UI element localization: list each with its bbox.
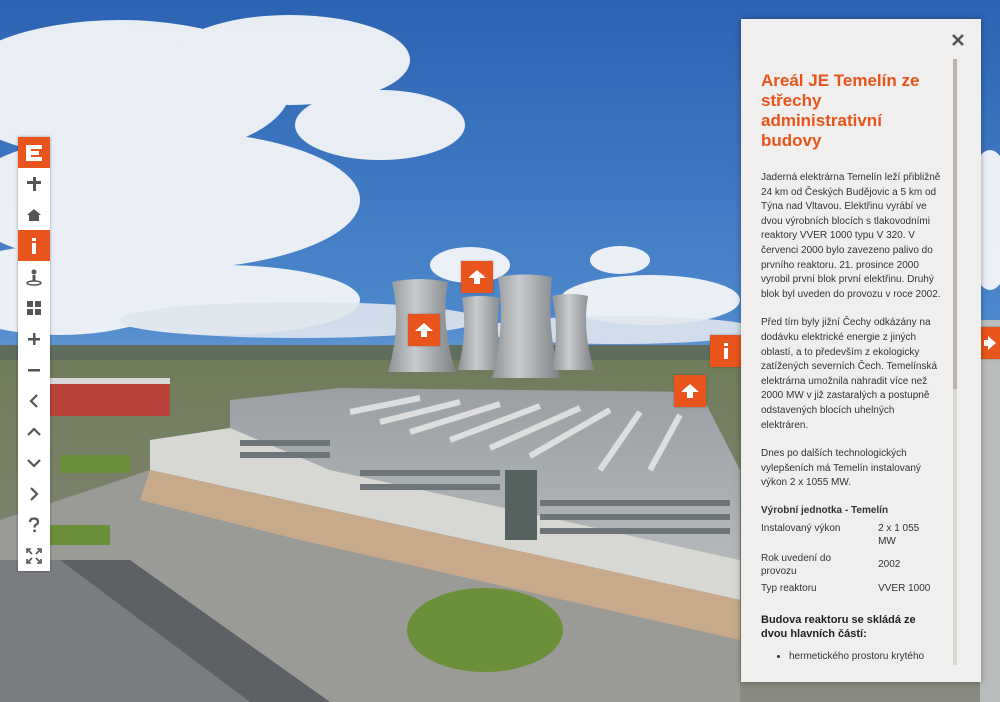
- spec-label: Instalovaný výkon: [761, 522, 841, 534]
- fullscreen-icon[interactable]: [18, 540, 50, 571]
- cross-icon[interactable]: [18, 168, 50, 199]
- grid-icon[interactable]: [18, 292, 50, 323]
- chevron-right-icon[interactable]: [18, 478, 50, 509]
- paragraph: Dnes po dalších technologických vylepšeních má Temelín instalovaný výkon 2 x 1055 MW.: [761, 448, 921, 489]
- person-icon[interactable]: [18, 261, 50, 292]
- table-row: [761, 580, 941, 597]
- list-item: • hermetického prostoru krytého: [789, 651, 941, 662]
- arrow-right-icon[interactable]: [980, 327, 1000, 359]
- minus-icon[interactable]: [18, 354, 50, 385]
- scrollbar[interactable]: [953, 59, 957, 665]
- arrow-up-icon[interactable]: [408, 314, 440, 346]
- spec-label: Rok uvedení do provozu: [761, 552, 832, 577]
- chevron-up-icon[interactable]: [18, 416, 50, 447]
- toolbar: [18, 137, 50, 571]
- spec-title: Výrobní jednotka - Temelín: [761, 504, 889, 516]
- spec-value: 2002: [878, 559, 901, 571]
- info-panel: [741, 19, 981, 682]
- section-heading: Budova reaktoru se skládá ze dvou hlavních částí:: [761, 613, 916, 640]
- table-row: [761, 550, 941, 580]
- chevron-down-icon[interactable]: [18, 447, 50, 478]
- spec-table: [761, 520, 941, 597]
- question-icon[interactable]: [18, 509, 50, 540]
- info-hotspot-icon[interactable]: [710, 335, 742, 367]
- spec-value: 2 x 1 055 MW: [878, 522, 920, 547]
- panel-title: Areál JE Temelín ze střechy administrativní budovy: [761, 71, 920, 150]
- chevron-left-icon[interactable]: [18, 385, 50, 416]
- cez-logo[interactable]: [18, 137, 50, 168]
- arrow-up-icon[interactable]: [461, 261, 493, 293]
- home-icon[interactable]: [18, 199, 50, 230]
- panel-content: [761, 71, 941, 662]
- info-icon[interactable]: [18, 230, 50, 261]
- table-row: [761, 520, 941, 550]
- arrow-up-icon[interactable]: [674, 375, 706, 407]
- scrollbar-thumb[interactable]: [953, 59, 957, 389]
- spec-value: VVER 1000: [878, 582, 931, 594]
- spec-label: Typ reaktoru: [761, 582, 817, 594]
- close-icon[interactable]: [951, 33, 967, 49]
- plus-icon[interactable]: [18, 323, 50, 354]
- paragraph: Jaderná elektrárna Temelín leží přibližně 24 km od Českých Budějovic a 5 km od Týna nad Vltavou. Elektřinu vyrábí ve dvou výrobních blocích s tlakovodními reaktory VVER 1000 typu V 320. V červenci 2000 bylo zavezeno palivo do prvního reaktoru. 21. prosince 2000 vyrobil první blok první elektřinu. Druhý blok byl uveden do provozu v roce 2002.: [761, 172, 941, 300]
- paragraph: Před tím byly jižní Čechy odkázány na dodávku elektrické energie z jiných oblastí, a to především z ekologicky zatížených severních Čech. Temelínská elektrárna umožnila nahradit více než 2000 MW v již zastaralých a postupně odstavených blocích uhelných elektráren.: [761, 317, 938, 431]
- bullet-list: [761, 651, 941, 662]
